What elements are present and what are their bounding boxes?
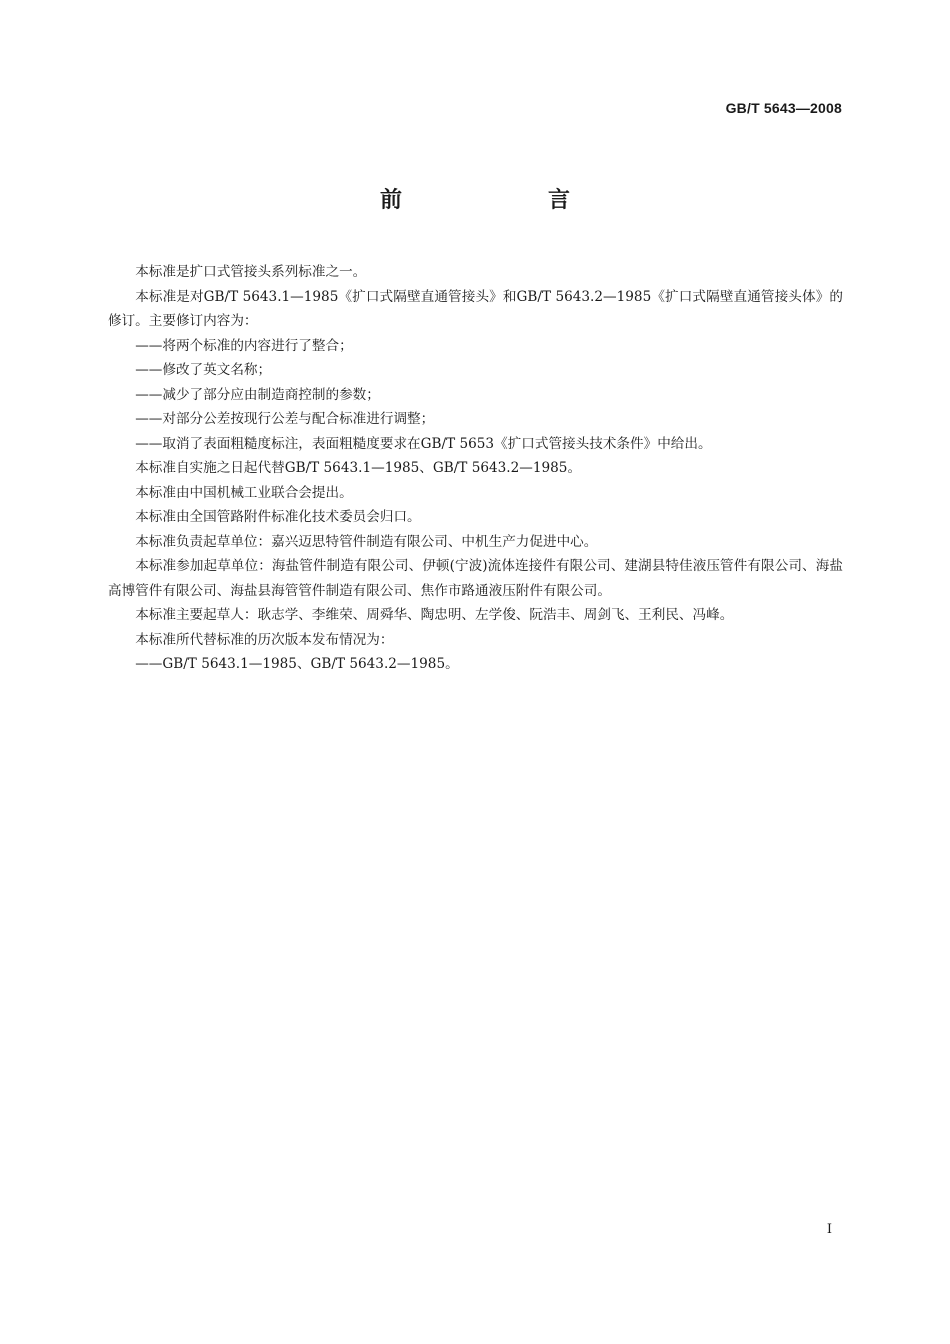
paragraph: 本标准自实施之日起代替GB/T 5643.1—1985、GB/T 5643.2—1985。 [135, 460, 582, 476]
paragraph: 本标准负责起草单位：嘉兴迈思特管件制造有限公司、中机生产力促进中心。 [135, 533, 598, 550]
list-item: ——减少了部分应由制造商控制的参数； [135, 386, 380, 403]
paragraph: 本标准所代替标准的历次版本发布情况为： [135, 631, 394, 648]
page-title: 前 言 [379, 188, 632, 213]
paragraph: 本标准主要起草人：耿志学、李维荣、周舜华、陶忠明、左学俊、阮浩丰、周剑飞、王利民、冯峰。 [135, 607, 734, 623]
list-item: ——取消了表面粗糙度标注，表面粗糙度要求在GB/T 5653《扩口式管接头技术条件》中给出。 [135, 435, 712, 452]
foreword-body [108, 260, 843, 677]
list-item: ——将两个标准的内容进行了整合； [135, 337, 353, 354]
page-number: I [826, 1222, 832, 1237]
paragraph: 本标准由全国管路附件标准化技术委员会归口。 [135, 509, 421, 525]
list-item: ——修改了英文名称； [135, 362, 272, 378]
list-item: ——GB/T 5643.1—1985、GB/T 5643.2—1985。 [135, 656, 459, 672]
paragraph: 本标准参加起草单位：海盐管件制造有限公司、伊顿(宁波)流体连接件有限公司、建湖县特佳液压管件有限公司、海盐高博管件有限公司、海盐县海管管件制造有限公司、焦作市路通液压附件有限公司。 [108, 558, 843, 599]
paragraph: 本标准是对GB/T 5643.1—1985《扩口式隔壁直通管接头》和GB/T 5643.2—1985《扩口式隔壁直通管接头体》的修订。主要修订内容为： [108, 288, 843, 329]
list-item: ——对部分公差按现行公差与配合标准进行调整； [135, 411, 435, 427]
paragraph: 本标准由中国机械工业联合会提出。 [135, 484, 353, 501]
document-code: GB/T 5643—2008 [725, 100, 842, 116]
paragraph: 本标准是扩口式管接头系列标准之一。 [135, 264, 367, 280]
